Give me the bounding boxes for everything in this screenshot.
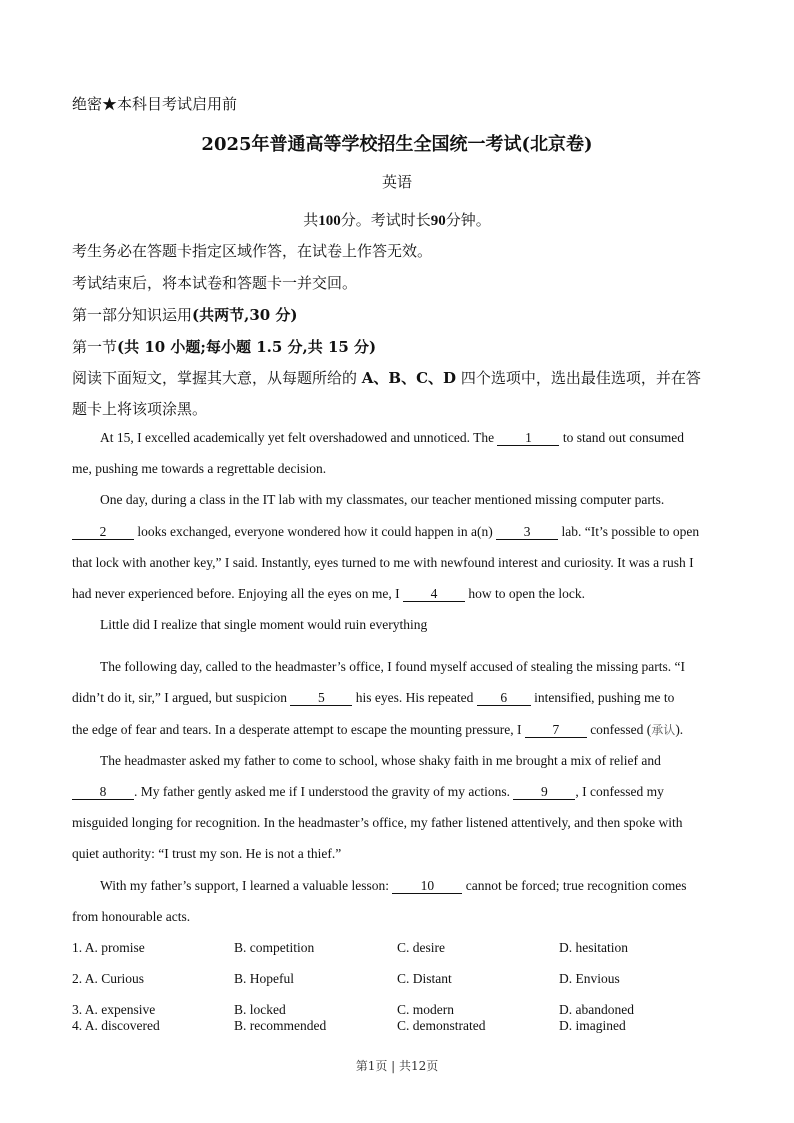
option-d[interactable]: D. hesitation <box>559 940 628 955</box>
passage-text: had never experienced before. Enjoying all the eyes on me, I <box>72 586 403 601</box>
time-minutes: 90 <box>430 213 446 229</box>
passage-text: . My father gently asked me if I understood the gravity of my actions. <box>134 784 514 799</box>
passage-text: his eyes. His repeated <box>352 690 477 705</box>
passage-text: ). <box>675 722 684 737</box>
option-d[interactable]: D. Envious <box>559 971 620 986</box>
passage-p2-line1: One day, during a class in the IT lab with my classmates, our teacher mentioned missing computer parts. <box>100 492 665 507</box>
score-text-e: 分钟。 <box>445 211 491 229</box>
part-one-heading <box>72 304 298 325</box>
passage-p5-line3: misguided longing for recognition. In the headmaster’s office, my father listened attentively, and then spoke with <box>72 815 683 830</box>
passage-text: how to open the lock. <box>465 586 585 601</box>
passage-text: looks exchanged, everyone wondered how it could happen in a(n) <box>134 524 497 539</box>
blank-7: 7 <box>525 723 587 738</box>
option-a[interactable]: 3. A. expensive <box>72 1002 156 1017</box>
blank-5: 5 <box>290 691 352 706</box>
option-c[interactable]: C. modern <box>397 1002 454 1017</box>
passage-text: to stand out consumed <box>559 430 684 445</box>
option-b[interactable]: B. Hopeful <box>234 971 294 986</box>
passage-text: didn’t do it, sir,” I argued, but suspicion <box>72 690 291 705</box>
subject-title: 英语 <box>381 173 412 191</box>
confidential-label: 绝密★本科目考试启用前 <box>72 95 238 113</box>
option-d[interactable]: D. imagined <box>559 1018 626 1033</box>
option-c[interactable]: C. Distant <box>397 971 452 986</box>
instr-options: A、B、C、D <box>361 369 457 387</box>
blank-10: 10 <box>392 879 462 894</box>
blank-9: 9 <box>513 785 575 800</box>
blank-1: 1 <box>497 431 559 446</box>
exam-score-time <box>0 209 794 230</box>
instruction-note-1: 考生务必在答题卡指定区域作答，在试卷上作答无效。 <box>72 242 433 260</box>
passage-p1-line1 <box>100 430 750 446</box>
reading-instruction-line-1 <box>72 367 701 388</box>
exam-title: 2025年普通高等学校招生全国统一考试(北京卷) <box>201 134 593 155</box>
section-one-label: 第一节 <box>72 338 118 356</box>
score-text-a: 共 <box>303 211 319 229</box>
passage-p1-line2: me, pushing me towards a regrettable decision. <box>72 461 327 476</box>
passage-p4-line3 <box>72 721 722 738</box>
passage-p4-line1: The following day, called to the headmaster’s office, I found myself accused of stealing the missing parts. “I <box>100 659 685 674</box>
passage-text: lab. “It’s possible to open <box>558 524 700 539</box>
passage-p2-line2 <box>72 524 722 540</box>
blank-3: 3 <box>496 525 558 540</box>
passage-p5-line2 <box>72 784 722 800</box>
part-one-points: (共两节,30 分) <box>192 306 298 324</box>
passage-p3: Little did I realize that single moment would ruin everything <box>100 617 428 632</box>
option-c[interactable]: C. desire <box>397 940 445 955</box>
passage-text: With my father’s support, I learned a valuable lesson: <box>100 878 393 893</box>
passage-p5-line1: The headmaster asked my father to come to school, whose shaky faith in me brought a mix of relief and <box>100 753 661 768</box>
passage-p5-line4: quiet authority: “I trust my son. He is not a thief.” <box>72 846 342 861</box>
option-d[interactable]: D. abandoned <box>559 1002 634 1017</box>
part-one-label: 第一部分知识运用 <box>72 306 193 324</box>
page-footer: 第1页 | 共12页 <box>355 1059 439 1073</box>
blank-8: 8 <box>72 785 134 800</box>
passage-text: intensified, pushing me to <box>530 690 675 705</box>
instr-text-c: 四个选项中，选出最佳选项，并在答 <box>456 369 701 387</box>
option-c[interactable]: C. demonstrated <box>397 1018 486 1033</box>
option-b[interactable]: B. recommended <box>234 1018 327 1033</box>
passage-text: At 15, I excelled academically yet felt overshadowed and unnoticed. The <box>100 430 498 445</box>
section-one-heading <box>72 336 376 357</box>
passage-p2-line3: that lock with another key,” I said. Instantly, eyes turned to me with newfound interest and curiosity. It was a rush I <box>72 555 694 570</box>
instr-text-a: 阅读下面短文，掌握其大意，从每题所给的 <box>72 369 362 387</box>
option-a[interactable]: 4. A. discovered <box>72 1018 160 1033</box>
option-b[interactable]: B. locked <box>234 1002 286 1017</box>
option-a[interactable]: 2. A. Curious <box>72 971 145 986</box>
passage-text: cannot be forced; true recognition comes <box>462 878 687 893</box>
reading-instruction-line-2: 题卡上将该项涂黑。 <box>72 400 208 418</box>
option-a[interactable]: 1. A. promise <box>72 940 145 955</box>
blank-2: 2 <box>72 525 134 540</box>
passage-p2-line4 <box>72 586 722 602</box>
gloss-chinese: 承认 <box>651 723 676 737</box>
blank-4: 4 <box>403 587 465 602</box>
option-b[interactable]: B. competition <box>234 940 315 955</box>
passage-p6-line1 <box>100 878 750 894</box>
passage-text: the edge of fear and tears. In a desperate attempt to escape the mounting pressure, I <box>72 722 525 737</box>
passage-p4-line2 <box>72 690 722 706</box>
instruction-note-2: 考试结束后，将本试卷和答题卡一并交回。 <box>72 274 358 292</box>
passage-text: confessed ( <box>586 722 652 737</box>
blank-6: 6 <box>477 691 531 706</box>
score-total: 100 <box>318 213 341 229</box>
passage-text: , I confessed my <box>575 784 664 799</box>
score-text-c: 分。考试时长 <box>340 211 431 229</box>
passage-p6-line2: from honourable acts. <box>72 909 191 924</box>
section-one-points: (共 10 小题;每小题 1.5 分,共 15 分) <box>117 338 377 356</box>
